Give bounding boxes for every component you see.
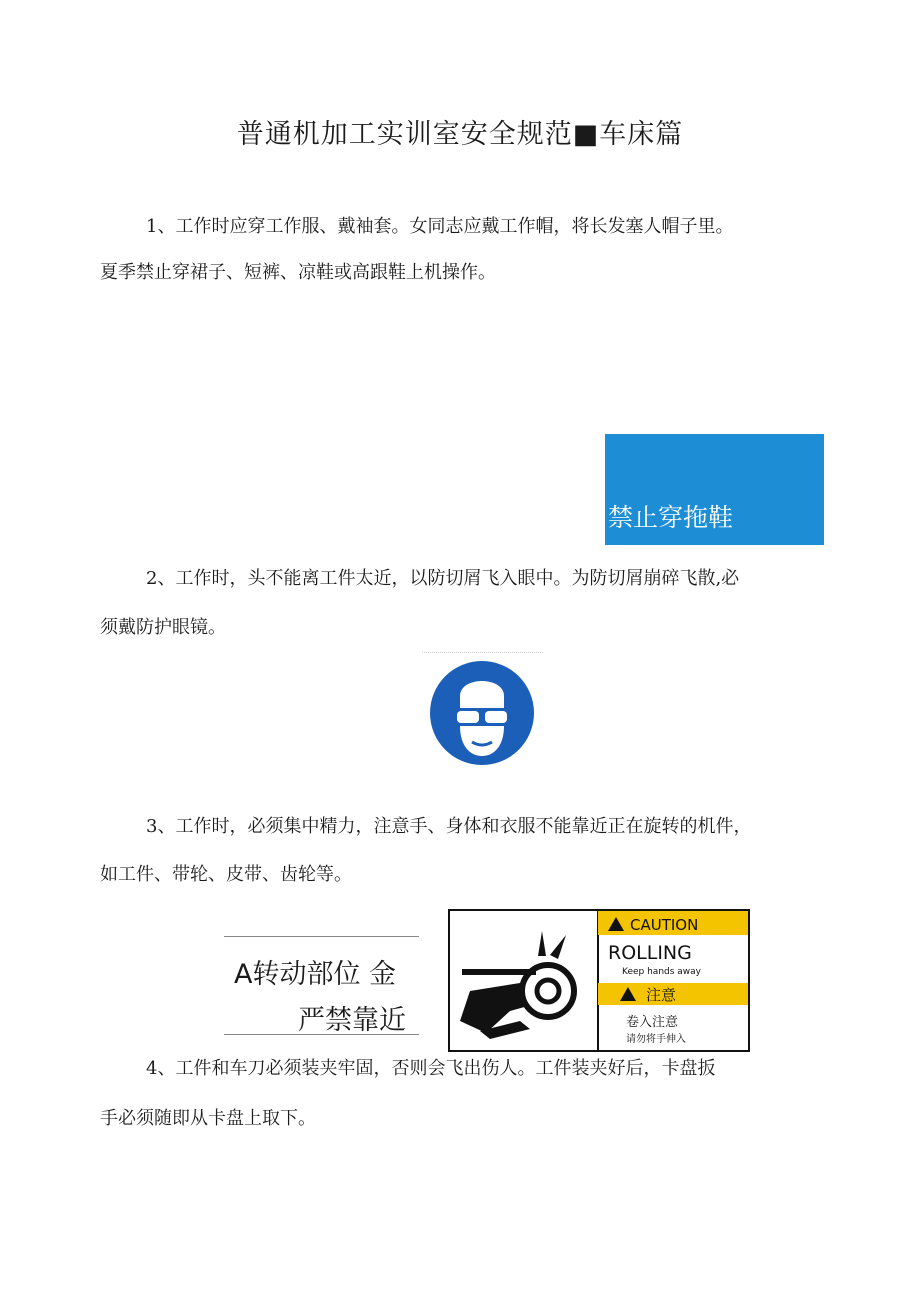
- rule-3-line-1: 3、工作时，必须集中精力，注意手、身体和衣服不能靠近正在旋转的机件，: [146, 816, 752, 837]
- divider: [224, 936, 419, 937]
- safety-goggles-icon: [422, 652, 543, 770]
- rule-2-line-1: 2、工作时，头不能离工件太近，以防切屑飞入眼中。为防切屑崩碎飞散,必: [146, 568, 740, 589]
- divider: [224, 1034, 419, 1035]
- rotating-parts-warning-line-2: 严禁靠近: [298, 1005, 406, 1036]
- rotating-parts-warning-line-1: A转动部位 金: [234, 959, 397, 990]
- caution-sub-en: Keep hands away: [622, 967, 702, 977]
- caution-main-cn: 卷入注意: [626, 1015, 679, 1030]
- no-slippers-sign: [605, 434, 824, 545]
- rule-1-line-1: 1、工作时应穿工作服、戴袖套。女同志应戴工作帽，将长发塞人帽子里。: [146, 216, 734, 237]
- caution-sub-cn: 请勿将手伸入: [626, 1034, 686, 1045]
- caution-header-cn: 注意: [646, 986, 677, 1004]
- rule-1-line-2: 夏季禁止穿裙子、短裤、凉鞋或高跟鞋上机操作。: [100, 262, 496, 283]
- caution-header-en: CAUTION: [630, 916, 699, 934]
- rule-4-line-1: 4、工件和车刀必须装夹牢固，否则会飞出伤人。工件装夹好后，卡盘扳: [146, 1058, 716, 1079]
- no-slippers-sign-text: 禁止穿拖鞋: [608, 503, 734, 532]
- rule-3-line-2: 如工件、带轮、皮带、齿轮等。: [100, 864, 352, 885]
- divider: [422, 652, 543, 653]
- rule-2-line-2: 须戴防护眼镜。: [100, 617, 226, 638]
- goggles-sign: [422, 652, 543, 770]
- page-title: 普通机加工实训室安全规范■车床篇: [236, 119, 684, 150]
- hand-rolling-pictogram-icon: [460, 931, 574, 1039]
- caution-rolling-label: [448, 909, 750, 1052]
- rule-4-line-2: 手必须随即从卡盘上取下。: [100, 1108, 316, 1129]
- caution-main-en: ROLLING: [608, 942, 692, 964]
